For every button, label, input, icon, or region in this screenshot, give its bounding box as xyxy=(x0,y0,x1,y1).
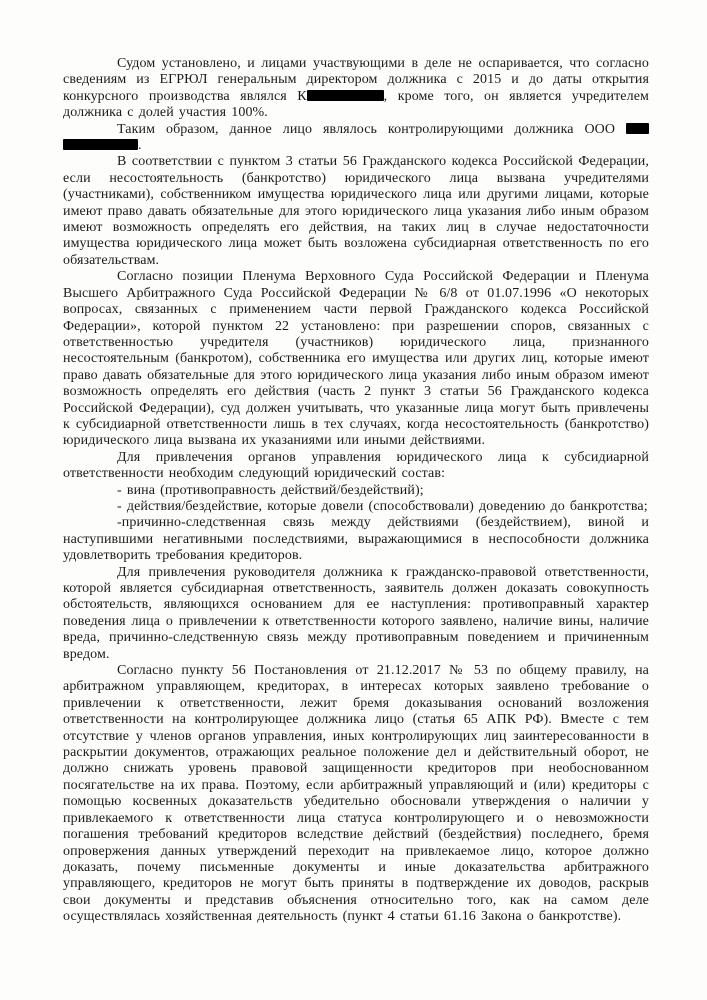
bullet-vina: - вина (противоправность действий/бездействий); xyxy=(117,482,424,498)
document-body xyxy=(63,56,649,926)
paragraph-plenum-position: Согласно позиции Пленума Верховного Суда Российской Федерации и Пленума Высшего Арбитражного Суда Российской Федерации № 6/8 от 01.07.1996 «О некоторых вопросах, связанных с применением части первой Гражданского кодекса Российской Федерации», которой пунктом 22 установлено: при разрешении споров, связанных с ответственностью учредителя (участников) юридического лица, признанного несостоятельным (банкротом), собственника его имущества или других лиц, которые имеют право давать обязательные для этого юридического лица указания либо иным образом имеют возможность определять его действия (часть 2 пункт 3 статьи 56 Гражданского кодекса Российской Федерации), суд должен учитывать, что указанные лица могут быть привлечены к субсидиарной ответственности лишь в тех случаях, когда несостоятельность (банкротство) юридического лица вызвана их указаниями или иными действиями. xyxy=(63,269,649,449)
bullet-actions: - действия/бездействие, которые довели (способствовали) доведению до банкротства; xyxy=(117,498,648,514)
paragraph-controlling-person: Таким образом, данное лицо являлось контролирующими должника ООО . xyxy=(63,122,649,155)
redaction-bar xyxy=(626,123,649,134)
bullet-causal-link: -причинно-следственная связь между действиями (бездействием), виной и наступившими негативными последствиями, выражающимися в неспособности должника удовлетворить требования кредиторов. xyxy=(63,515,649,564)
paragraph-legal-composition-intro: Для привлечения органов управления юридического лица к субсидиарной ответственности необходим следующий юридический состав: xyxy=(63,449,649,482)
paragraph-civil-liability: Для привлечения руководителя должника к гражданско-правовой ответственности, которой является субсидиарная ответственность, заявитель должен доказать совокупность обстоятельств, являющихся основанием для ее наступления: противоправный характер поведения лица о привлечении к ответственности которого заявлено, наличие вины, наличие вреда, причинно-следственную связь между противоправным поведением и причиненным вредом. xyxy=(63,564,649,662)
redaction-bar xyxy=(307,90,384,101)
paragraph-gk-rf-article-56: В соответствии с пунктом 3 статьи 56 Гражданского кодекса Российской Федерации, если несостоятельность (банкротство) юридического лица вызвана учредителями (участниками), собственником имущества юридического лица или другими лицами, которые имеют право давать обязательные для этого юридического лица указания либо иным образом имеют возможность определять его действия, на таких лиц в случае недостаточности имущества юридического лица может быть возложена субсидиарная ответственность по его обязательствам. xyxy=(63,154,649,268)
paragraph-point-56-resolution: Согласно пункту 56 Постановления от 21.12.2017 № 53 по общему правилу, на арбитражном управляющем, кредиторах, в интересах которых заявлено требование о привлечении к ответственности, лежит бремя доказывания оснований возложения ответственности на контролирующее должника лицо (статья 65 АПК РФ). Вместе с тем отсутствие у членов органов управления, иных контролирующих лиц заинтересованности в раскрытии документов, отражающих реальное положение дел и действительный оборот, не должно снижать уровень правовой защищенности кредиторов при необоснованном посягательстве на их права. Поэтому, если арбитражный управляющий и (или) кредиторы с помощью косвенных доказательств убедительно обосновали утверждения о наличии у привлекаемого к ответственности лица статуса контролирующего и о невозможности погашения требований кредиторов вследствие действий (бездействия) последнего, бремя опровержения данных утверждений переходит на привлекаемое лицо, которое должно доказать, почему письменные документы и иные доказательства арбитражного управляющего, кредиторов не могут быть приняты в подтверждение их доводов, раскрыв свои документы и представив объяснения относительно того, как на самом деле осуществлялась хозяйственная деятельность (пункт 4 статьи 61.16 Закона о банкротстве). xyxy=(63,663,649,925)
paragraph-court-established: Судом установлено, и лицами участвующими в деле не оспаривается, что согласно сведениям из ЕГРЮЛ генеральным директором должника с 2015 и до даты открытия конкурсного производства являлся К , кроме того, он является учредителем должника с долей участия 100%. xyxy=(63,56,649,121)
redaction-bar xyxy=(63,139,138,150)
